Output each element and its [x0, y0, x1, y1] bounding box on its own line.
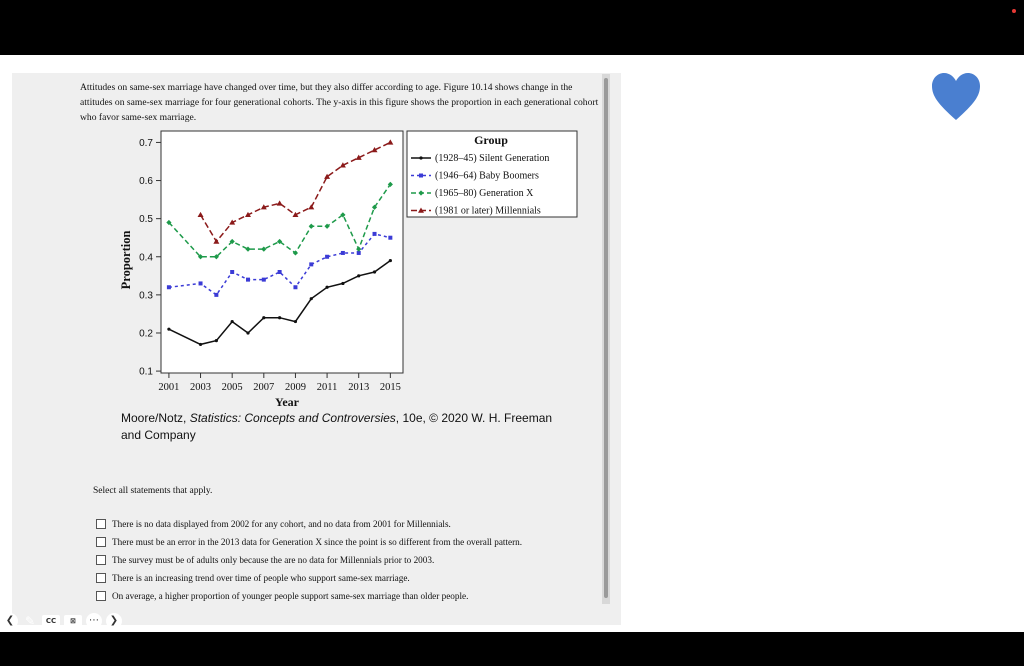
heart-icon[interactable]: [930, 72, 982, 122]
x-tick-label: 2007: [253, 382, 275, 393]
data-point: [310, 297, 313, 300]
data-point: [419, 174, 423, 178]
credit-book-title: Statistics: Concepts and Controversies: [189, 411, 396, 425]
option-label: On average, a higher proportion of younger people support same-sex marriage than older people.: [112, 591, 469, 601]
y-tick-label: 0.1: [139, 366, 153, 378]
data-point: [167, 328, 170, 331]
option-1[interactable]: [96, 519, 451, 529]
data-point: [309, 262, 313, 266]
data-point: [341, 251, 345, 255]
credit-suffix: , 10e, © 2020 W. H. Freeman and Company: [121, 411, 553, 442]
option-4[interactable]: [96, 573, 410, 583]
legend-label: (1965–80) Generation X: [435, 188, 534, 199]
line-chart: [110, 125, 590, 415]
video-off-icon[interactable]: ⊠: [64, 615, 82, 628]
back-icon[interactable]: ❮: [2, 613, 18, 629]
option-label: There is an increasing trend over time of people who support same-sex marriage.: [112, 573, 410, 583]
option-label: There is no data displayed from 2002 for any cohort, and no data from 2001 for Millennials.: [112, 519, 451, 529]
data-point: [389, 259, 392, 262]
option-label: There must be an error in the 2013 data for Generation X since the point is so different from the overall pattern.: [112, 537, 523, 547]
data-point: [246, 278, 250, 282]
y-tick-label: 0.7: [139, 137, 153, 149]
data-point: [262, 278, 266, 282]
x-tick-label: 2003: [190, 382, 212, 393]
legend-label: (1981 or later) Millennials: [435, 205, 541, 217]
data-point: [325, 286, 328, 289]
intro-paragraph: Attitudes on same-sex marriage have changed over time, but they also differ according to age. Figure 10.14 shows change in the attitudes on same-sex marriage for four generational cohorts. The y-axis in this figure shows the proportion in each generational cohort who favor same-sex marriage.: [80, 82, 599, 123]
option-label: The survey must be of adults only because the are no data for Millennials prior to 2003.: [112, 555, 435, 565]
pen-icon[interactable]: ✎: [24, 614, 36, 628]
checkbox[interactable]: [96, 555, 106, 565]
x-tick-label: 2011: [316, 382, 338, 393]
option-5[interactable]: [96, 591, 468, 601]
y-tick-label: 0.2: [139, 328, 153, 340]
x-tick-label: 2009: [284, 382, 306, 393]
player-toolbar: [2, 611, 122, 631]
forward-icon[interactable]: ❯: [106, 613, 122, 629]
option-3[interactable]: [96, 555, 434, 565]
data-point: [167, 285, 171, 289]
y-tick-label: 0.6: [139, 176, 153, 188]
data-point: [419, 156, 422, 159]
x-tick-label: 2005: [221, 382, 243, 393]
x-tick-label: 2001: [158, 382, 180, 393]
data-point: [231, 320, 234, 323]
legend-label: (1946–64) Baby Boomers: [435, 170, 539, 182]
x-axis-label: Year: [275, 395, 299, 409]
legend-label: (1928–45) Silent Generation: [435, 153, 550, 164]
data-point: [278, 270, 282, 274]
data-point: [373, 232, 377, 236]
data-point: [373, 270, 376, 273]
more-icon[interactable]: ⋯: [86, 613, 102, 629]
y-tick-label: 0.3: [139, 290, 153, 302]
data-point: [199, 343, 202, 346]
data-point: [230, 270, 234, 274]
bottom-black-bar: [0, 632, 1024, 666]
checkbox[interactable]: [96, 591, 106, 601]
question-instructions: Select all statements that apply.: [93, 486, 213, 496]
legend-title: Group: [474, 133, 508, 147]
data-point: [357, 274, 360, 277]
plot-area: [161, 131, 403, 373]
checkbox[interactable]: [96, 519, 106, 529]
scrollbar-thumb[interactable]: [604, 78, 608, 598]
data-point: [294, 320, 297, 323]
y-axis-label: Proportion: [119, 230, 133, 290]
checkbox[interactable]: [96, 573, 106, 583]
x-tick-label: 2013: [348, 382, 370, 393]
data-point: [341, 282, 344, 285]
figure-credit: [121, 410, 561, 444]
data-point: [388, 236, 392, 240]
data-point: [214, 293, 218, 297]
data-point: [293, 285, 297, 289]
checkbox[interactable]: [96, 537, 106, 547]
x-tick-label: 2015: [379, 382, 401, 393]
data-point: [199, 281, 203, 285]
y-tick-label: 0.5: [139, 214, 153, 226]
data-point: [325, 255, 329, 259]
data-point: [278, 316, 281, 319]
data-point: [246, 331, 249, 334]
data-point: [215, 339, 218, 342]
recording-indicator: [1012, 9, 1016, 13]
top-black-bar: [0, 0, 1024, 55]
option-2[interactable]: [96, 537, 522, 547]
credit-prefix: Moore/Notz,: [121, 411, 190, 425]
data-point: [262, 316, 265, 319]
cc-icon[interactable]: CC: [42, 615, 60, 628]
y-tick-label: 0.4: [139, 252, 153, 264]
